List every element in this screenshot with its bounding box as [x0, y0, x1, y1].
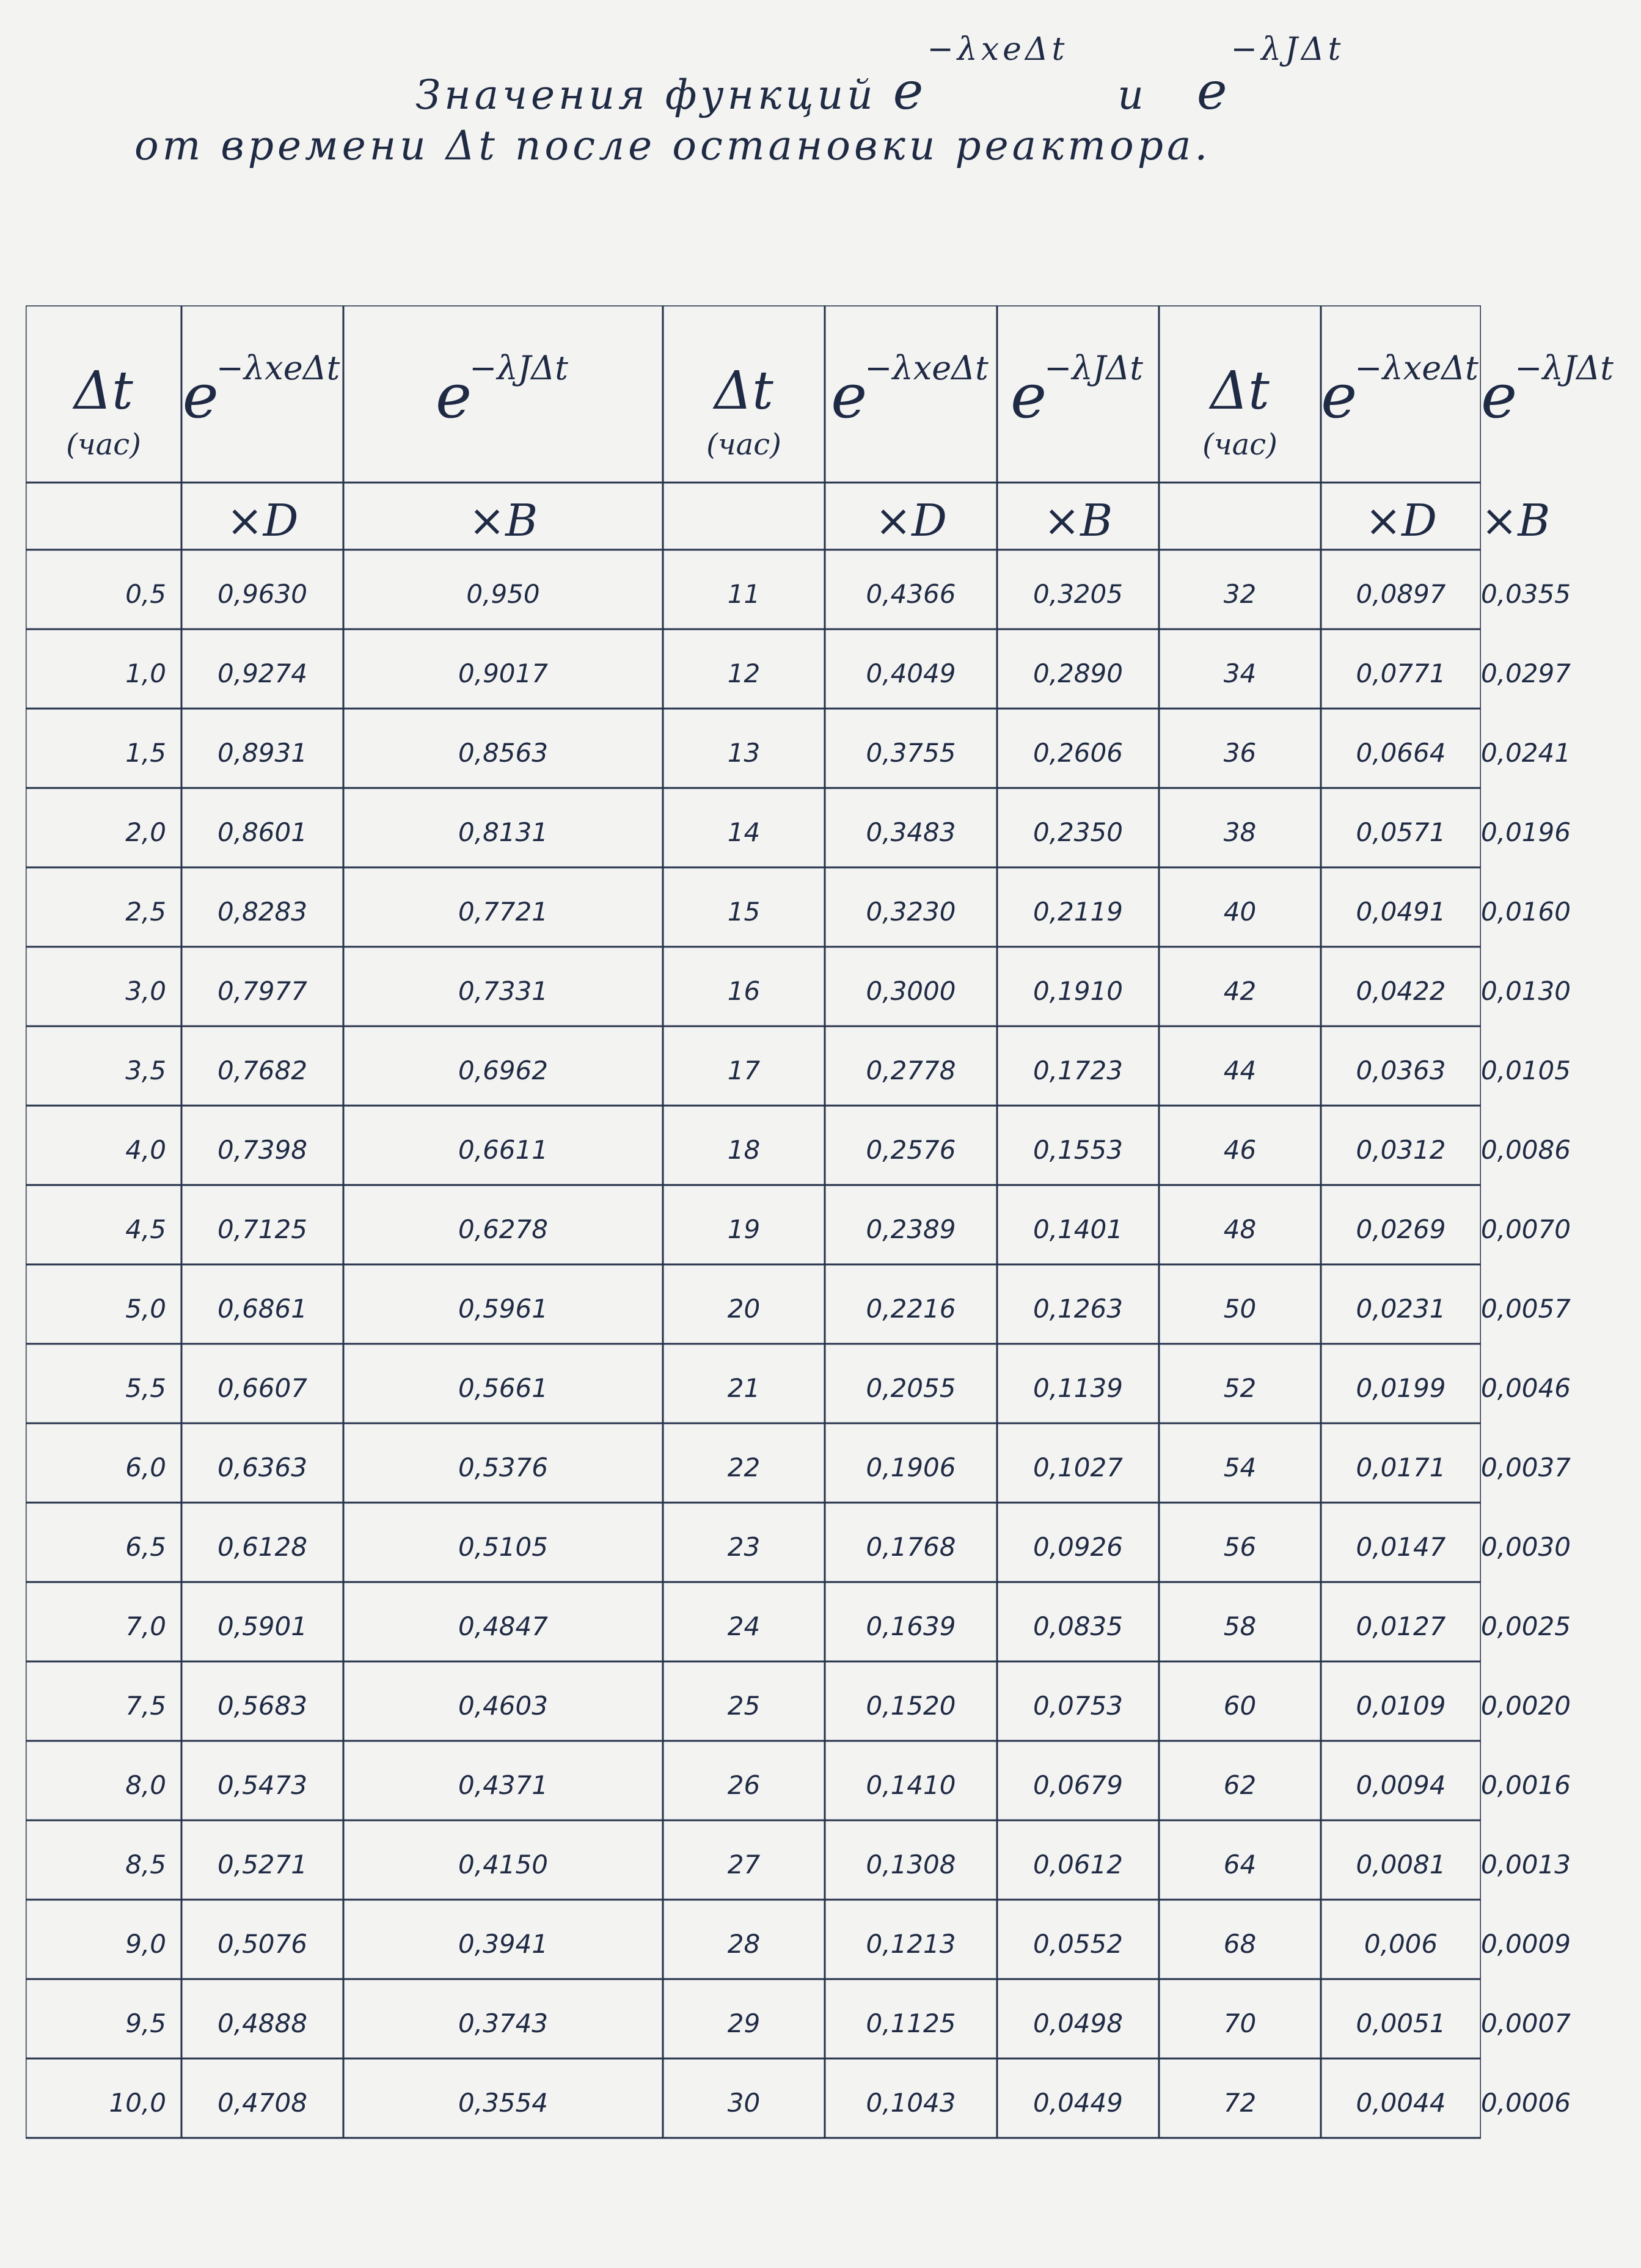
cell-delta-t: 25	[727, 1691, 761, 1721]
cell-delta-t: 17	[727, 1056, 761, 1085]
cell-delta-t: 6,5	[125, 1532, 166, 1562]
cell-delta-t: 3,0	[125, 976, 166, 1006]
cell-exp-j: 0,0013	[1481, 1850, 1571, 1880]
cell-exp-xe: 0,0491	[1356, 897, 1446, 927]
title-prefix: Значения функций	[415, 71, 877, 119]
cell-exp-xe: 0,9630	[217, 579, 307, 609]
cell-exp-xe: 0,5473	[217, 1770, 307, 1800]
cell-exp-j: 0,0006	[1481, 2088, 1571, 2118]
cell-exp-j: 0,0196	[1481, 817, 1571, 847]
cell-delta-t: 18	[727, 1135, 761, 1165]
header-exp-base: e	[1010, 360, 1047, 432]
cell-exp-j: 0,0025	[1481, 1611, 1571, 1641]
cell-delta-t: 4,5	[125, 1214, 166, 1244]
cell-exp-j: 0,0679	[1033, 1770, 1123, 1800]
cell-exp-xe: 0,1125	[866, 2008, 956, 2038]
cell-delta-t: 34	[1223, 658, 1257, 688]
cell-exp-xe: 0,4366	[866, 579, 956, 609]
values-table	[26, 305, 1614, 2144]
cell-exp-j: 0,1263	[1033, 1294, 1123, 1324]
cell-exp-j: 0,7721	[458, 897, 548, 927]
cell-exp-xe: 0,0081	[1356, 1850, 1446, 1880]
cell-exp-xe: 0,0571	[1356, 817, 1446, 847]
cell-delta-t: 32	[1223, 579, 1257, 609]
cell-delta-t: 11	[727, 579, 761, 609]
cell-delta-t: 44	[1223, 1056, 1257, 1085]
cell-delta-t: 62	[1223, 1770, 1257, 1800]
cell-exp-j: 0,0016	[1481, 1770, 1571, 1800]
header-exp-base: e	[831, 360, 868, 432]
cell-exp-j: 0,1139	[1033, 1373, 1123, 1403]
header-unit-hours: (час)	[1202, 428, 1277, 462]
header-delta-t: Δt	[74, 360, 133, 421]
cell-exp-j: 0,2119	[1033, 897, 1123, 927]
cell-delta-t: 0,5	[125, 579, 166, 609]
header-exp-j	[343, 349, 663, 432]
cell-delta-t: 10,0	[109, 2088, 166, 2118]
header-exp-xe-power: −λxeΔt	[216, 349, 340, 387]
header-multiplier-d: ×D	[226, 495, 299, 546]
header-delta-t: Δt	[714, 360, 773, 421]
header-multiplier-b: ×B	[468, 495, 538, 546]
header-multiplier-d: ×D	[874, 495, 948, 546]
cell-delta-t: 72	[1223, 2088, 1257, 2118]
header-exp-j-power: −λJΔt	[1044, 349, 1143, 387]
cell-exp-xe: 0,6607	[217, 1373, 307, 1403]
cell-exp-j: 0,0070	[1481, 1214, 1571, 1244]
cell-exp-j: 0,5376	[458, 1453, 548, 1482]
header-exp-xe	[181, 349, 343, 432]
cell-exp-xe: 0,0127	[1356, 1611, 1446, 1641]
cell-exp-j: 0,0009	[1481, 1929, 1571, 1959]
header-unit-hours: (час)	[66, 428, 141, 462]
cell-exp-j: 0,0105	[1481, 1056, 1571, 1085]
cell-exp-xe: 0,1308	[866, 1850, 956, 1880]
cell-exp-j: 0,950	[466, 579, 540, 609]
cell-delta-t: 36	[1223, 738, 1257, 768]
cell-delta-t: 1,0	[125, 658, 166, 688]
cell-delta-t: 8,5	[125, 1850, 166, 1880]
cell-exp-xe: 0,0094	[1356, 1770, 1446, 1800]
cell-exp-xe: 0,5901	[217, 1611, 307, 1641]
cell-exp-j: 0,0355	[1481, 579, 1571, 609]
cell-exp-j: 0,2606	[1033, 738, 1123, 768]
cell-delta-t: 58	[1223, 1611, 1257, 1641]
cell-delta-t: 9,5	[125, 2008, 166, 2038]
cell-exp-xe: 0,0147	[1356, 1532, 1446, 1562]
header-unit-hours: (час)	[706, 428, 781, 462]
cell-exp-j: 0,8131	[458, 817, 548, 847]
header-multiplier-b: ×B	[1481, 495, 1551, 546]
cell-exp-j: 0,7331	[458, 976, 548, 1006]
header-exp-xe	[825, 349, 997, 432]
cell-delta-t: 8,0	[125, 1770, 166, 1800]
cell-exp-xe: 0,6128	[217, 1532, 307, 1562]
cell-exp-j: 0,4847	[458, 1611, 548, 1641]
cell-exp-xe: 0,3000	[866, 976, 956, 1006]
cell-delta-t: 2,5	[125, 897, 166, 927]
cell-delta-t: 19	[727, 1214, 761, 1244]
cell-exp-j: 0,0926	[1033, 1532, 1123, 1562]
cell-delta-t: 4,0	[125, 1135, 166, 1165]
cell-delta-t: 52	[1223, 1373, 1257, 1403]
cell-exp-j: 0,0753	[1033, 1691, 1123, 1721]
cell-exp-xe: 0,8283	[217, 897, 307, 927]
cell-exp-xe: 0,8931	[217, 738, 307, 768]
cell-exp-j: 0,0020	[1481, 1691, 1571, 1721]
title-exp-j: −λJΔt	[1230, 31, 1345, 68]
cell-exp-j: 0,1027	[1033, 1453, 1123, 1482]
cell-exp-j: 0,5105	[458, 1532, 548, 1562]
cell-exp-xe: 0,2778	[866, 1056, 956, 1085]
cell-exp-xe: 0,1639	[866, 1611, 956, 1641]
cell-exp-j: 0,5661	[458, 1373, 548, 1403]
cell-exp-xe: 0,0422	[1356, 976, 1446, 1006]
cell-exp-j: 0,0057	[1481, 1294, 1571, 1324]
cell-exp-j: 0,0160	[1481, 897, 1571, 927]
header-exp-j	[997, 349, 1159, 432]
cell-exp-xe: 0,1043	[866, 2088, 956, 2118]
title-line-2: от времени Δt после остановки реактора.	[134, 122, 1212, 169]
cell-exp-xe: 0,0269	[1356, 1214, 1446, 1244]
header-exp-xe	[1321, 349, 1481, 432]
cell-exp-xe: 0,3755	[866, 738, 956, 768]
cell-exp-j: 0,9017	[458, 658, 548, 688]
cell-exp-xe: 0,0312	[1356, 1135, 1446, 1165]
cell-exp-xe: 0,8601	[217, 817, 307, 847]
cell-exp-j: 0,6278	[458, 1214, 548, 1244]
cell-delta-t: 60	[1223, 1691, 1257, 1721]
cell-exp-xe: 0,0199	[1356, 1373, 1446, 1403]
cell-exp-j: 0,1553	[1033, 1135, 1123, 1165]
cell-exp-xe: 0,6363	[217, 1453, 307, 1482]
cell-delta-t: 9,0	[125, 1929, 166, 1959]
cell-exp-j: 0,0130	[1481, 976, 1571, 1006]
cell-delta-t: 54	[1223, 1453, 1257, 1482]
cell-delta-t: 3,5	[125, 1056, 166, 1085]
cell-exp-j: 0,2890	[1033, 658, 1123, 688]
cell-exp-j: 0,3205	[1033, 579, 1123, 609]
cell-delta-t: 40	[1223, 897, 1257, 927]
cell-exp-xe: 0,3483	[866, 817, 956, 847]
cell-exp-j: 0,8563	[458, 738, 548, 768]
cell-exp-j: 0,0007	[1481, 2008, 1571, 2038]
cell-exp-xe: 0,4888	[217, 2008, 307, 2038]
cell-delta-t: 21	[727, 1373, 761, 1403]
cell-delta-t: 42	[1223, 976, 1257, 1006]
cell-exp-j: 0,1910	[1033, 976, 1123, 1006]
title-and: и	[1117, 71, 1147, 119]
cell-exp-xe: 0,5271	[217, 1850, 307, 1880]
cell-exp-xe: 0,0171	[1356, 1453, 1446, 1482]
cell-exp-j: 0,0835	[1033, 1611, 1123, 1641]
cell-delta-t: 29	[727, 2008, 761, 2038]
cell-exp-j: 0,2350	[1033, 817, 1123, 847]
cell-exp-xe: 0,0109	[1356, 1691, 1446, 1721]
header-multiplier-d: ×D	[1364, 495, 1438, 546]
cell-exp-j: 0,0297	[1481, 658, 1571, 688]
cell-delta-t: 7,0	[125, 1611, 166, 1641]
cell-exp-j: 0,5961	[458, 1294, 548, 1324]
cell-exp-j: 0,1401	[1033, 1214, 1123, 1244]
header-delta-t: Δt	[1210, 360, 1270, 421]
cell-delta-t: 14	[727, 817, 761, 847]
cell-exp-xe: 0,5683	[217, 1691, 307, 1721]
cell-exp-j: 0,0046	[1481, 1373, 1571, 1403]
header-exp-base: e	[435, 360, 472, 432]
cell-exp-xe: 0,2389	[866, 1214, 956, 1244]
title-exp-base-1: e	[893, 61, 927, 121]
cell-delta-t: 5,5	[125, 1373, 166, 1403]
cell-exp-xe: 0,7398	[217, 1135, 307, 1165]
cell-exp-xe: 0,0664	[1356, 738, 1446, 768]
cell-exp-xe: 0,2055	[866, 1373, 956, 1403]
cell-delta-t: 48	[1223, 1214, 1257, 1244]
cell-exp-xe: 0,3230	[866, 897, 956, 927]
cell-delta-t: 6,0	[125, 1453, 166, 1482]
title-exp-base-2: e	[1196, 61, 1231, 121]
cell-exp-j: 0,0612	[1033, 1850, 1123, 1880]
cell-delta-t: 30	[727, 2088, 761, 2118]
cell-exp-xe: 0,4049	[866, 658, 956, 688]
cell-exp-j: 0,3743	[458, 2008, 548, 2038]
cell-delta-t: 23	[727, 1532, 761, 1562]
cell-exp-j: 0,0552	[1033, 1929, 1123, 1959]
cell-delta-t: 12	[727, 658, 761, 688]
cell-delta-t: 64	[1223, 1850, 1257, 1880]
cell-delta-t: 38	[1223, 817, 1257, 847]
header-exp-j-power: −λJΔt	[1515, 349, 1614, 387]
cell-exp-xe: 0,006	[1364, 1929, 1438, 1959]
header-multiplier-b: ×B	[1043, 495, 1113, 546]
cell-exp-xe: 0,5076	[217, 1929, 307, 1959]
cell-exp-xe: 0,2576	[866, 1135, 956, 1165]
cell-exp-xe: 0,1213	[866, 1929, 956, 1959]
cell-delta-t: 20	[727, 1294, 761, 1324]
cell-exp-xe: 0,0897	[1356, 579, 1446, 609]
cell-exp-xe: 0,1768	[866, 1532, 956, 1562]
cell-delta-t: 24	[727, 1611, 761, 1641]
header-exp-base: e	[1481, 360, 1518, 432]
cell-exp-j: 0,0241	[1481, 738, 1571, 768]
cell-exp-j: 0,4150	[458, 1850, 548, 1880]
cell-delta-t: 26	[727, 1770, 761, 1800]
cell-delta-t: 50	[1223, 1294, 1257, 1324]
cell-exp-xe: 0,6861	[217, 1294, 307, 1324]
header-exp-base: e	[1321, 360, 1358, 432]
header-exp-base: e	[182, 360, 219, 432]
header-exp-j-power: −λJΔt	[469, 349, 568, 387]
cell-exp-j: 0,0449	[1033, 2088, 1123, 2118]
cell-exp-xe: 0,9274	[217, 658, 307, 688]
title-exp-xe: −λxeΔt	[927, 31, 1069, 68]
cell-delta-t: 27	[727, 1850, 761, 1880]
cell-exp-j: 0,6962	[458, 1056, 548, 1085]
cell-delta-t: 28	[727, 1929, 761, 1959]
cell-delta-t: 13	[727, 738, 761, 768]
cell-exp-xe: 0,0051	[1356, 2008, 1446, 2038]
cell-delta-t: 70	[1223, 2008, 1257, 2038]
cell-exp-j: 0,3941	[458, 1929, 548, 1959]
cell-exp-xe: 0,7977	[217, 976, 307, 1006]
cell-delta-t: 2,0	[125, 817, 166, 847]
cell-exp-xe: 0,0771	[1356, 658, 1446, 688]
cell-exp-xe: 0,0363	[1356, 1056, 1446, 1085]
cell-exp-j: 0,4603	[458, 1691, 548, 1721]
cell-exp-xe: 0,7682	[217, 1056, 307, 1085]
cell-exp-j: 0,0086	[1481, 1135, 1571, 1165]
cell-delta-t: 56	[1223, 1532, 1257, 1562]
cell-exp-xe: 0,0231	[1356, 1294, 1446, 1324]
header-exp-j	[1481, 349, 1616, 432]
cell-delta-t: 46	[1223, 1135, 1257, 1165]
cell-exp-xe: 0,1410	[866, 1770, 956, 1800]
header-exp-xe-power: −λxeΔt	[864, 349, 989, 387]
cell-exp-xe: 0,2216	[866, 1294, 956, 1324]
cell-exp-j: 0,0498	[1033, 2008, 1123, 2038]
cell-exp-j: 0,6611	[458, 1135, 548, 1165]
header-exp-xe-power: −λxeΔt	[1354, 349, 1478, 387]
cell-exp-xe: 0,0044	[1356, 2088, 1446, 2118]
cell-exp-xe: 0,1906	[866, 1453, 956, 1482]
cell-exp-j: 0,0037	[1481, 1453, 1571, 1482]
cell-exp-j: 0,4371	[458, 1770, 548, 1800]
cell-delta-t: 15	[727, 897, 761, 927]
cell-delta-t: 5,0	[125, 1294, 166, 1324]
cell-delta-t: 1,5	[125, 738, 166, 768]
cell-exp-j: 0,1723	[1033, 1056, 1123, 1085]
cell-delta-t: 22	[727, 1453, 761, 1482]
cell-exp-j: 0,0030	[1481, 1532, 1571, 1562]
cell-exp-xe: 0,7125	[217, 1214, 307, 1244]
cell-delta-t: 16	[727, 976, 761, 1006]
cell-exp-xe: 0,4708	[217, 2088, 307, 2118]
cell-delta-t: 68	[1223, 1929, 1257, 1959]
cell-delta-t: 7,5	[125, 1691, 166, 1721]
cell-exp-j: 0,3554	[458, 2088, 548, 2118]
cell-exp-xe: 0,1520	[866, 1691, 956, 1721]
